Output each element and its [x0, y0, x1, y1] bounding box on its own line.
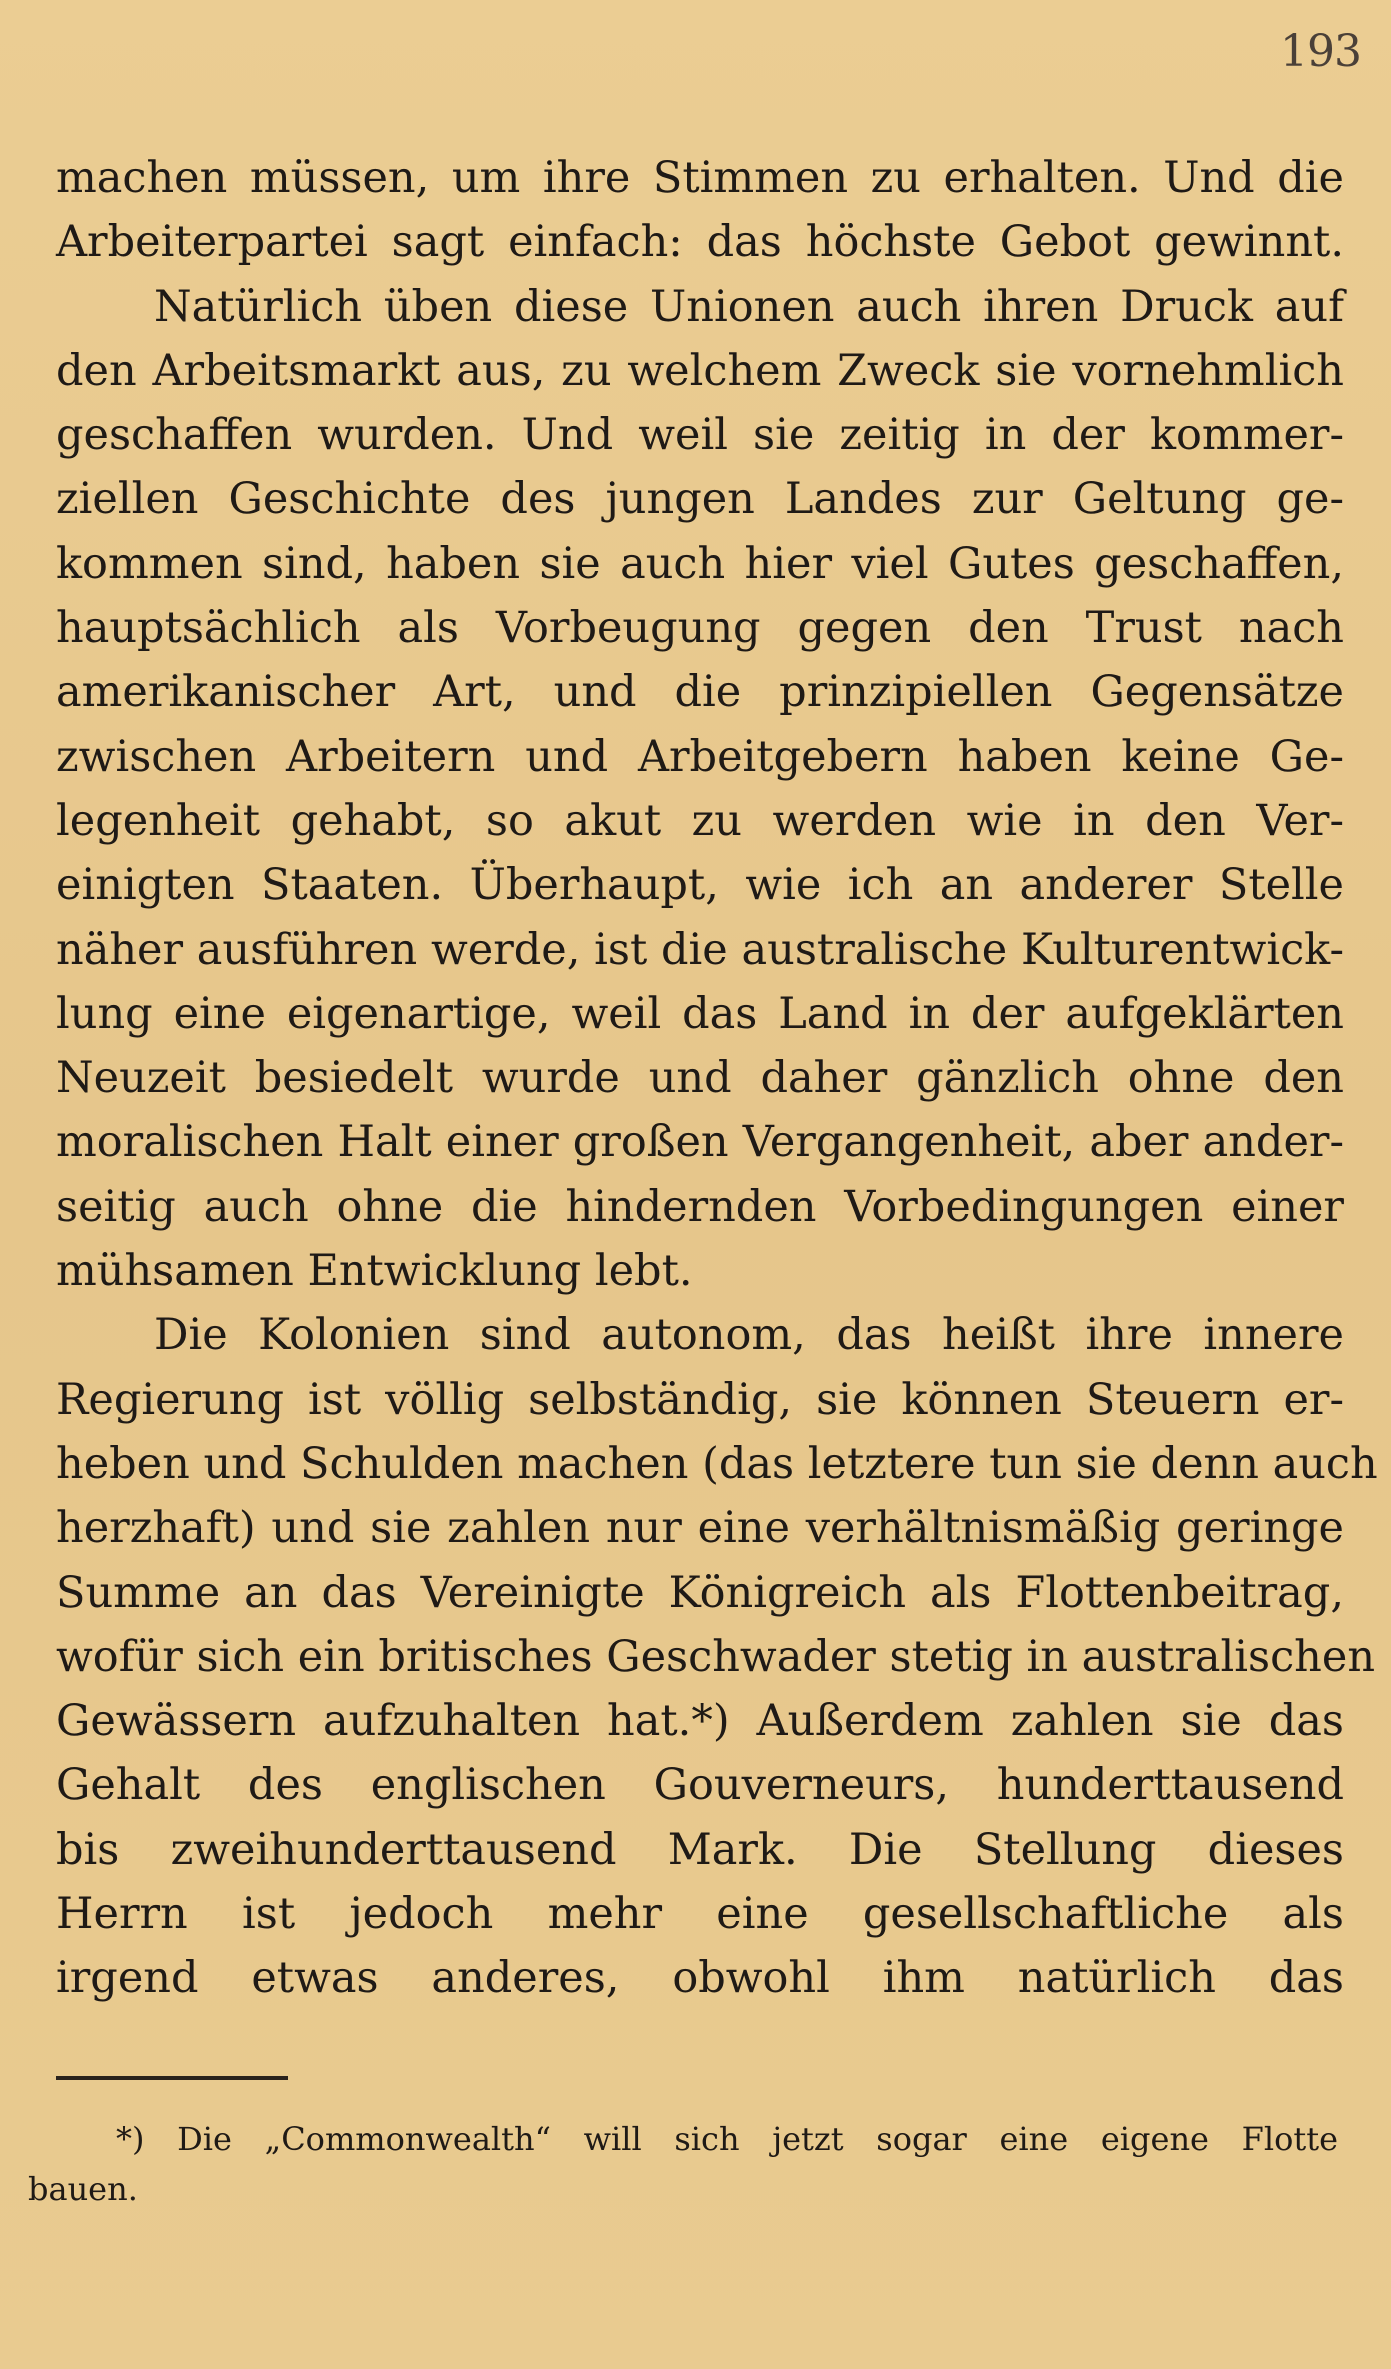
text-line: ziellen Geschichte des jungen Landes zur Geltung ge- — [56, 474, 1344, 525]
text-line: lung eine eigenartige, weil das Land in der aufgeklärten — [56, 988, 1344, 1039]
body-text — [56, 146, 1378, 2011]
text-line: Neuzeit besiedelt wurde und daher gänzlich ohne den — [56, 1053, 1344, 1104]
footnote-line: bauen. — [28, 2170, 138, 2208]
text-line: den Arbeitsmarkt aus, zu welchem Zweck sie vornehmlich — [56, 345, 1344, 396]
text-line: mühsamen Entwicklung lebt. — [56, 1246, 693, 1297]
text-line: zwischen Arbeitern und Arbeitgebern haben keine Ge- — [56, 731, 1344, 782]
page-number: 193 — [1280, 26, 1361, 77]
text-line: seitig auch ohne die hindernden Vorbedingungen einer — [56, 1181, 1344, 1232]
text-line: herzhaft) und sie zahlen nur eine verhältnismäßig geringe — [56, 1503, 1344, 1554]
text-line: moralischen Halt einer großen Vergangenheit, aber ander- — [56, 1117, 1344, 1168]
text-line: machen müssen, um ihre Stimmen zu erhalten. Und die — [56, 153, 1344, 203]
text-line: Gewässern aufzuhalten hat.*) Außerdem zahlen sie das — [56, 1696, 1344, 1747]
text-line: geschaffen wurden. Und weil sie zeitig in der kommer- — [56, 410, 1344, 461]
text-line: amerikanischer Art, und die prinzipiellen Gegensätze — [56, 667, 1344, 718]
text-line: Summe an das Vereinigte Königreich als Flottenbeitrag, — [56, 1567, 1344, 1618]
text-line: wofür sich ein britisches Geschwader stetig in australischen — [56, 1631, 1376, 1682]
text-line: legenheit gehabt, so akut zu werden wie in den Ver- — [56, 795, 1344, 846]
text-line: Die Kolonien sind autonom, das heißt ihre innere — [154, 1310, 1344, 1361]
text-line: kommen sind, haben sie auch hier viel Gutes geschaffen, — [56, 538, 1344, 589]
text-line: bis zweihunderttausend Mark. Die Stellung dieses — [56, 1824, 1344, 1875]
text-line: Natürlich üben diese Unionen auch ihren Druck auf — [154, 281, 1344, 332]
footnote — [28, 2114, 1338, 2214]
footnote-divider — [56, 2076, 288, 2080]
text-line: Gehalt des englischen Gouverneurs, hunderttausend — [56, 1760, 1344, 1811]
text-line: Arbeiterpartei sagt einfach: das höchste Gebot gewinnt. — [56, 217, 1344, 268]
text-line: einigten Staaten. Überhaupt, wie ich an anderer Stelle — [56, 860, 1344, 911]
text-line: heben und Schulden machen (das letztere tun sie denn auch — [56, 1438, 1378, 1489]
text-line: Regierung ist völlig selbständig, sie können Steuern er- — [56, 1374, 1344, 1425]
footnote-line: *) Die „Commonwealth“ will sich jetzt sogar eine eigene Flotte — [116, 2120, 1338, 2158]
text-line: näher ausführen werde, ist die australische Kulturentwick- — [56, 924, 1344, 975]
text-line: Herrn ist jedoch mehr eine gesellschaftliche als — [56, 1889, 1344, 1940]
text-line: hauptsächlich als Vorbeugung gegen den Trust nach — [56, 603, 1344, 654]
text-line: irgend etwas anderes, obwohl ihm natürlich das — [56, 1953, 1344, 2004]
